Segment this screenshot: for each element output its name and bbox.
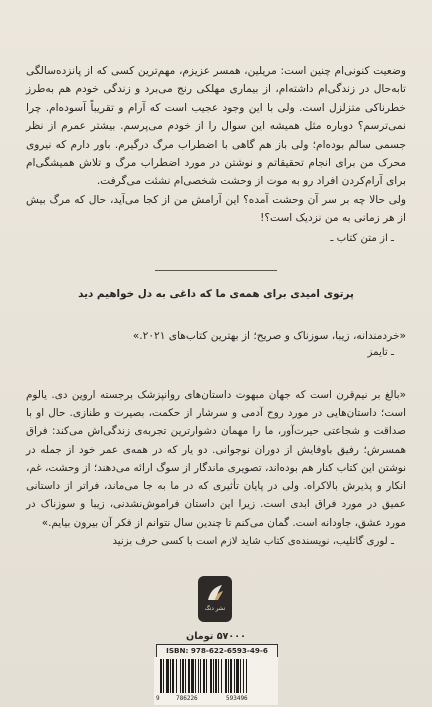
barcode-bar — [176, 659, 177, 693]
barcode-bar — [215, 659, 217, 693]
barcode-bar — [243, 659, 244, 693]
barcode-bar — [200, 659, 201, 693]
barcode-group-2: 593496 — [226, 695, 248, 702]
tagline: پرتوی امیدی برای همه‌ی ما که داغی به دل خواهیم دید — [78, 287, 354, 300]
excerpt-paragraph-2: ولی حالا چه بر سر آن وحشت آمده؟ این آرامش من از کجا می‌آید، حال که مرگ بیش از هر زمانی به من نزدیک است؟! — [26, 193, 406, 225]
barcode-bar — [195, 659, 196, 693]
section-divider — [155, 270, 277, 271]
review-gottlieb-text: «بالغ بر نیم‌قرن است که جهان مبهوت داستان‌های روانپزشک برجسته اروین دی. یالوم است؛ داستان‌هایی در مورد روح آدمی و سرشار از حکمت، بصیرت و طنازی. حال او با صداقت و شجاعتی حیرت‌آور، ما را مهمان دشوارترین تجربه‌ی زندگی‌اش می‌کند: فراق همسرش؛ رفیق باوفایش از دوران نوجوانی. دو یار که در همه‌ی عمر خود از جمله در نوشتن این کتاب کنار هم بوده‌اند، تصویری ماندگار از سوگ ارائه می‌دهند؛ از وحشت، غم، انکار و پذیرش بالاکراه. ولی در پایان تأثیری که در ما به جا می‌ماند، فراتر از داستانی عمیق در مورد فراق ابدی است. زیرا این داستان فراموش‌نشدنی، زیبا و سوزناک در مورد عشق، جاودانه است. گمان می‌کنم تا چندین سال نتوانم از فکر آن بیرون بیایم.» — [26, 388, 406, 529]
barcode-bar — [236, 659, 239, 693]
barcode-left-digit: 9 — [156, 695, 160, 702]
barcode-bar — [225, 659, 227, 693]
barcode-bar — [206, 659, 207, 693]
barcode-bar — [218, 659, 219, 693]
isbn-label: ISBN: 978-622-6593-49-6 — [156, 644, 278, 658]
publisher-bird-icon — [204, 582, 226, 604]
barcode-bar — [198, 659, 199, 693]
barcode-bar — [203, 659, 205, 693]
barcode-bar — [182, 659, 184, 693]
barcode-bar — [163, 659, 164, 693]
review-gottlieb-source: ـ لوری گاتلیب، نویسنده‌ی کتاب شاید لازم است با کسی حرف بزنید — [112, 536, 394, 548]
barcode-bar — [191, 659, 194, 693]
barcode-bars — [158, 659, 274, 695]
barcode — [154, 657, 278, 705]
publisher-logo-text: نشر دنگ — [204, 606, 226, 612]
barcode-bar — [172, 659, 174, 693]
barcode-bar — [160, 659, 162, 693]
barcode-bar — [240, 659, 241, 693]
barcode-bar — [221, 659, 222, 693]
price-label: ۵۷۰۰۰ تومان — [186, 631, 246, 642]
barcode-bar — [180, 659, 181, 693]
review-times-text: «خردمندانه، زیبا، سوزناک و صریح؛ از بهترین کتاب‌های ۲۰۲۱.» — [132, 329, 406, 342]
publisher-logo — [198, 576, 232, 622]
excerpt-source: ـ از متن کتاب ـ — [330, 232, 394, 244]
review-times-source: ـ تایمز — [367, 346, 394, 358]
barcode-bar — [228, 659, 229, 693]
barcode-bar — [170, 659, 171, 693]
barcode-bar — [246, 659, 247, 693]
barcode-group-1: 786226 — [176, 695, 198, 702]
barcode-bar — [185, 659, 186, 693]
barcode-bar — [166, 659, 169, 693]
barcode-bar — [210, 659, 212, 693]
barcode-bar — [213, 659, 214, 693]
barcode-bar — [188, 659, 190, 693]
barcode-bar — [234, 659, 235, 693]
excerpt-paragraph-1: وضعیت کنونی‌ام چنین است: مریلین، همسر عزیزم، مهم‌ترین کسی که از پانزده‌سالگی تابه‌حال در زندگی‌ام داشته‌ام، از بیماری مهلکی رنج می‌برد و زندگی خودم هم به‌طرز خطرناکی متزلزل است. ولی با این وجود عجیب است که آرام و تقریباً آسوده‌ام. چرا نمی‌ترسم؟ دوباره مثل همیشه این سوال را از خودم می‌پرسم. بیشتر عمرم از نظر جسمی سالم بوده‌ام؛ ولی باز هم گاهی با اضطراب مرگ درگیرم. باور دارم که نیروی محرک من برای انجام تحقیقاتم و نوشتن در مورد اضطراب مرگ و تلاش همیشگی‌ام برای آرام‌کردن افراد رو به موت از وحشت شخصی‌ام نشئت می‌گرفت. — [26, 65, 406, 188]
barcode-bar — [230, 659, 232, 693]
